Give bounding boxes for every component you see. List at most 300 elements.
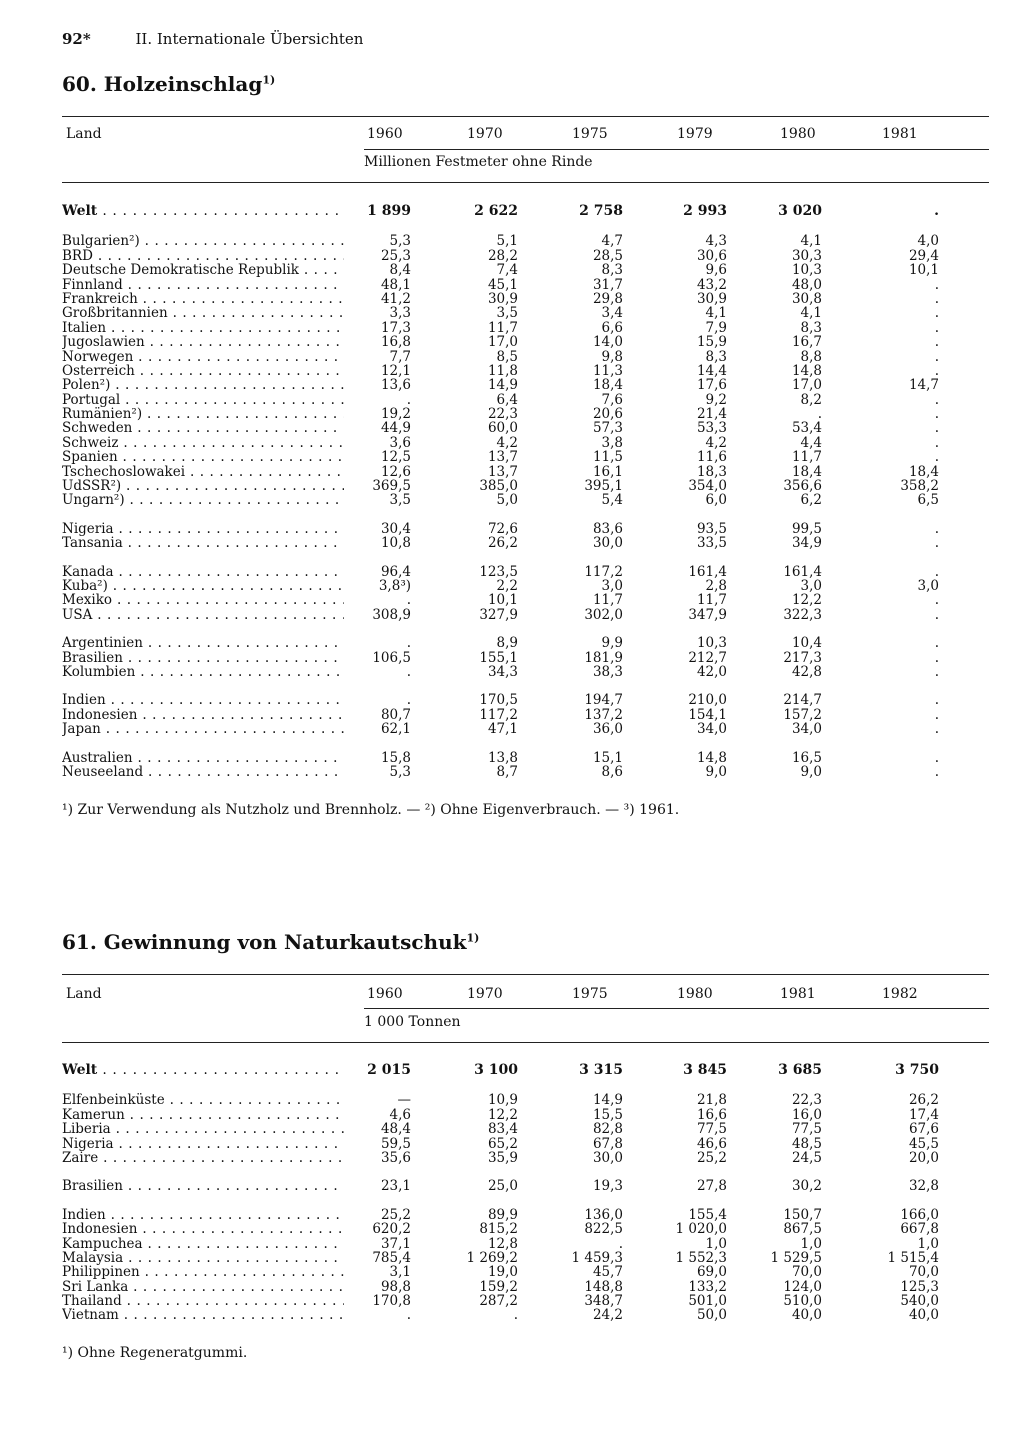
- table-row: [62, 1137, 989, 1151]
- table-cell: 89,9: [487, 1206, 518, 1223]
- country-name: Spanien . . .: [62, 450, 344, 464]
- table-60-title-text: Holzeinschlag: [103, 72, 263, 96]
- table-cell: 10,1: [487, 592, 518, 609]
- table-cell: 8,3: [601, 262, 623, 279]
- table-cell: 137,2: [584, 706, 623, 723]
- table-cell: 37,1: [380, 1235, 411, 1252]
- table-cell: 83,4: [487, 1121, 518, 1138]
- country-name: Polen²) . . .: [62, 378, 344, 392]
- table-61-title: [62, 930, 989, 954]
- country-name: Ungarn²) . . .: [62, 493, 344, 507]
- table-cell: 30,3: [791, 247, 822, 264]
- table-cell: 7,4: [496, 262, 518, 279]
- table-cell: 322,3: [783, 606, 822, 623]
- table-cell: 30,8: [791, 290, 822, 307]
- table-cell: 4,1: [800, 233, 822, 250]
- table-cell: 4,2: [496, 434, 518, 451]
- country-name: Portugal . . .: [62, 393, 344, 407]
- table-cell: 12,6: [380, 463, 411, 480]
- table-cell: 4,7: [601, 233, 623, 250]
- table-61-section: [62, 930, 989, 1370]
- table-cell: 12,2: [791, 592, 822, 609]
- table-cell: 77,5: [791, 1121, 822, 1138]
- table-cell: 35,9: [487, 1149, 518, 1166]
- country-name: Liberia . . .: [62, 1122, 344, 1136]
- table-cell: 136,0: [584, 1206, 623, 1223]
- table-cell: 3,8: [601, 434, 623, 451]
- table-cell: 3,3: [389, 305, 411, 322]
- table-cell: 65,2: [487, 1135, 518, 1152]
- table-cell: 11,7: [696, 592, 727, 609]
- table-cell: 16,6: [696, 1106, 727, 1123]
- table-cell: 60,0: [487, 420, 518, 437]
- table-row: [62, 1222, 989, 1236]
- table-cell: 16,0: [791, 1106, 822, 1123]
- table-cell: 620,2: [372, 1221, 411, 1238]
- country-name: Italien . . .: [62, 321, 344, 335]
- country-name: Kolumbien . . .: [62, 665, 344, 679]
- table-cell: 28,2: [487, 247, 518, 264]
- table-60-unit-rule: [364, 149, 989, 150]
- table-cell: 5,1: [496, 233, 518, 250]
- table-cell: 25,2: [380, 1206, 411, 1223]
- table-row: [62, 593, 989, 607]
- table-cell: .: [934, 319, 939, 336]
- table-61-header-rule: [62, 1042, 989, 1043]
- table-cell: 123,5: [479, 563, 518, 580]
- table-cell: 70,0: [791, 1264, 822, 1281]
- table-cell: 17,3: [380, 319, 411, 336]
- table-cell: 6,2: [800, 492, 822, 509]
- table-cell: .: [934, 649, 939, 666]
- table-cell: 11,6: [696, 449, 727, 466]
- table-row: [62, 1208, 989, 1222]
- table-61-land-header: Land: [66, 986, 102, 1002]
- table-row: [62, 1108, 989, 1122]
- table-cell: 13,7: [487, 449, 518, 466]
- table-cell: 50,0: [696, 1307, 727, 1324]
- table-row: [62, 493, 989, 507]
- table-cell: .: [934, 635, 939, 652]
- table-cell: 48,1: [380, 276, 411, 293]
- year-header: 1980: [677, 986, 713, 1002]
- table-cell: 5,3: [389, 233, 411, 250]
- table-cell: 7,7: [389, 348, 411, 365]
- country-name: Norwegen . . .: [62, 350, 344, 364]
- table-cell: 9,9: [601, 635, 623, 652]
- table-cell: 4,3: [705, 233, 727, 250]
- table-row: [62, 393, 989, 407]
- table-cell: 867,5: [783, 1221, 822, 1238]
- table-cell: 8,8: [800, 348, 822, 365]
- table-cell: .: [934, 290, 939, 307]
- table-cell: 10,8: [380, 535, 411, 552]
- table-cell: 287,2: [479, 1293, 518, 1310]
- table-cell: 8,5: [496, 348, 518, 365]
- table-cell: 21,8: [696, 1092, 727, 1109]
- table-61-title-footnote-mark: 1): [466, 931, 480, 945]
- table-cell: 20,6: [592, 406, 623, 423]
- table-cell: 4,1: [800, 305, 822, 322]
- table-row: [62, 708, 989, 722]
- table-cell: .: [406, 1307, 411, 1324]
- table-row: [62, 651, 989, 665]
- table-cell: 29,4: [908, 247, 939, 264]
- table-cell: 8,3: [705, 348, 727, 365]
- table-cell: .: [934, 276, 939, 293]
- table-row: [62, 536, 989, 550]
- table-cell: 5,4: [601, 492, 623, 509]
- table-cell: 29,8: [592, 290, 623, 307]
- table-cell: 11,7: [487, 319, 518, 336]
- table-cell: 42,0: [696, 663, 727, 680]
- table-cell: 48,0: [791, 276, 822, 293]
- country-name: Welt . . .: [62, 204, 344, 218]
- table-cell: 785,4: [372, 1249, 411, 1266]
- table-cell: 40,0: [791, 1307, 822, 1324]
- table-cell: 3,1: [389, 1264, 411, 1281]
- table-cell: 3,5: [389, 492, 411, 509]
- table-cell: 166,0: [900, 1206, 939, 1223]
- table-cell: 19,2: [380, 406, 411, 423]
- table-cell: 3,6: [389, 434, 411, 451]
- table-cell: 22,3: [487, 406, 518, 423]
- table-cell: 1,0: [705, 1235, 727, 1252]
- country-name: Indonesien . . .: [62, 708, 344, 722]
- country-name: Rumänien²) . . .: [62, 407, 344, 421]
- country-name: Nigeria . . .: [62, 1137, 344, 1151]
- world-total-row: [62, 1063, 989, 1077]
- country-name: Indien . . .: [62, 693, 344, 707]
- table-cell: 53,4: [791, 420, 822, 437]
- table-cell: 93,5: [696, 520, 727, 537]
- table-cell: 41,2: [380, 290, 411, 307]
- country-name: Bulgarien²) . . .: [62, 234, 344, 248]
- country-name: Österreich . . .: [62, 364, 344, 378]
- table-cell: 133,2: [688, 1278, 727, 1295]
- table-cell: 98,8: [380, 1278, 411, 1295]
- table-60-top-rule: [62, 116, 989, 117]
- table-row: [62, 565, 989, 579]
- table-row: [62, 722, 989, 736]
- country-name: Sri Lanka . . .: [62, 1280, 344, 1294]
- table-cell: 48,5: [791, 1135, 822, 1152]
- table-cell: 348,7: [584, 1293, 623, 1310]
- table-cell: 8,9: [496, 635, 518, 652]
- table-cell: 1,0: [800, 1235, 822, 1252]
- year-header: 1981: [780, 986, 816, 1002]
- table-cell: 14,0: [592, 334, 623, 351]
- table-cell: 99,5: [791, 520, 822, 537]
- table-cell: 1 515,4: [887, 1249, 939, 1266]
- table-cell: 2 758: [579, 203, 623, 219]
- table-cell: 3,8³): [378, 577, 411, 594]
- table-cell: 96,4: [380, 563, 411, 580]
- table-row: [62, 765, 989, 779]
- table-cell: 18,4: [908, 463, 939, 480]
- table-cell: .: [934, 391, 939, 408]
- table-cell: 15,9: [696, 334, 727, 351]
- table-row: [62, 278, 989, 292]
- table-cell: 10,3: [696, 635, 727, 652]
- table-cell: 150,7: [783, 1206, 822, 1223]
- table-row: [62, 249, 989, 263]
- table-cell: 12,5: [380, 449, 411, 466]
- table-cell: 354,0: [688, 478, 727, 495]
- table-cell: 17,4: [908, 1106, 939, 1123]
- table-row: [62, 751, 989, 765]
- table-cell: 30,6: [696, 247, 727, 264]
- table-row: [62, 1093, 989, 1107]
- table-row: [62, 1294, 989, 1308]
- table-cell: 8,4: [389, 262, 411, 279]
- table-cell: .: [934, 763, 939, 780]
- table-60-unit: Millionen Festmeter ohne Rinde: [364, 154, 593, 170]
- table-cell: .: [934, 592, 939, 609]
- table-cell: 1 552,3: [675, 1249, 727, 1266]
- table-cell: 161,4: [783, 563, 822, 580]
- table-cell: 1 899: [367, 203, 411, 219]
- table-cell: 26,2: [487, 535, 518, 552]
- table-cell: 5,0: [496, 492, 518, 509]
- table-cell: 8,3: [800, 319, 822, 336]
- table-cell: 9,0: [800, 763, 822, 780]
- table-row: [62, 335, 989, 349]
- table-cell: 8,2: [800, 391, 822, 408]
- table-cell: 24,5: [791, 1149, 822, 1166]
- page-header: [62, 30, 363, 48]
- year-header: 1970: [467, 126, 503, 142]
- table-cell: 67,6: [908, 1121, 939, 1138]
- table-cell: 7,6: [601, 391, 623, 408]
- table-cell: 18,3: [696, 463, 727, 480]
- year-header: 1960: [367, 126, 403, 142]
- table-cell: 27,8: [696, 1178, 727, 1195]
- table-cell: 327,9: [479, 606, 518, 623]
- table-cell: 4,0: [917, 233, 939, 250]
- table-cell: 210,0: [688, 692, 727, 709]
- table-cell: 44,9: [380, 420, 411, 437]
- table-cell: 8,6: [601, 763, 623, 780]
- table-cell: 154,1: [688, 706, 727, 723]
- table-cell: 1 269,2: [466, 1249, 518, 1266]
- table-cell: 12,2: [487, 1106, 518, 1123]
- country-name: Tschechoslowakei . . .: [62, 465, 344, 479]
- table-cell: 822,5: [584, 1221, 623, 1238]
- table-60-header-rule: [62, 182, 989, 183]
- table-cell: 35,6: [380, 1149, 411, 1166]
- table-row: [62, 465, 989, 479]
- table-row: [62, 306, 989, 320]
- table-row: [62, 1265, 989, 1279]
- year-header: 1970: [467, 986, 503, 1002]
- table-cell: 45,1: [487, 276, 518, 293]
- table-cell: 667,8: [900, 1221, 939, 1238]
- table-cell: 38,3: [592, 663, 623, 680]
- table-cell: 69,0: [696, 1264, 727, 1281]
- table-cell: 308,9: [372, 606, 411, 623]
- table-cell: 22,3: [791, 1092, 822, 1109]
- table-cell: 155,1: [479, 649, 518, 666]
- table-cell: 30,9: [487, 290, 518, 307]
- table-cell: .: [934, 535, 939, 552]
- table-cell: .: [934, 348, 939, 365]
- year-header: 1982: [882, 986, 918, 1002]
- table-cell: .: [406, 663, 411, 680]
- country-name: Schweden . . .: [62, 421, 344, 435]
- table-cell: 14,9: [592, 1092, 623, 1109]
- country-name: Australien . . .: [62, 751, 344, 765]
- table-row: [62, 1308, 989, 1322]
- year-header: 1981: [882, 126, 918, 142]
- table-cell: 510,0: [783, 1293, 822, 1310]
- table-cell: 14,8: [791, 362, 822, 379]
- table-cell: .: [934, 362, 939, 379]
- table-cell: 11,7: [791, 449, 822, 466]
- table-cell: 15,5: [592, 1106, 623, 1123]
- country-name: Frankreich . . .: [62, 292, 344, 306]
- table-cell: 9,6: [705, 262, 727, 279]
- table-cell: 1 529,5: [770, 1249, 822, 1266]
- year-header: 1980: [780, 126, 816, 142]
- table-cell: 34,3: [487, 663, 518, 680]
- table-cell: 3,4: [601, 305, 623, 322]
- table-cell: 20,0: [908, 1149, 939, 1166]
- table-61-top-rule: [62, 974, 989, 975]
- table-cell: 30,9: [696, 290, 727, 307]
- country-name: Japan . . .: [62, 722, 344, 736]
- country-name: Philippinen . . .: [62, 1265, 344, 1279]
- table-cell: 7,9: [705, 319, 727, 336]
- table-cell: 161,4: [688, 563, 727, 580]
- country-name: Indien . . .: [62, 1208, 344, 1222]
- table-cell: 42,8: [791, 663, 822, 680]
- table-cell: 59,5: [380, 1135, 411, 1152]
- world-total-row: [62, 204, 989, 218]
- table-cell: 30,4: [380, 520, 411, 537]
- table-cell: 47,1: [487, 721, 518, 738]
- table-cell: 212,7: [688, 649, 727, 666]
- table-cell: 1 459,3: [571, 1249, 623, 1266]
- table-cell: 3 685: [778, 1062, 822, 1078]
- table-row: [62, 407, 989, 421]
- page-number: 92*: [62, 30, 91, 48]
- table-cell: 5,3: [389, 763, 411, 780]
- table-cell: .: [934, 434, 939, 451]
- country-name: Mexiko . . .: [62, 593, 344, 607]
- table-cell: 18,4: [592, 377, 623, 394]
- table-cell: 53,3: [696, 420, 727, 437]
- table-cell: 106,5: [372, 649, 411, 666]
- table-cell: 1 020,0: [675, 1221, 727, 1238]
- country-name: Jugoslawien . . .: [62, 335, 344, 349]
- table-cell: 11,3: [592, 362, 623, 379]
- table-cell: 10,9: [487, 1092, 518, 1109]
- table-cell: 26,2: [908, 1092, 939, 1109]
- country-name: UdSSR²) . . .: [62, 479, 344, 493]
- table-cell: 45,5: [908, 1135, 939, 1152]
- table-row: [62, 350, 989, 364]
- table-60-rows: [62, 204, 989, 779]
- table-cell: 125,3: [900, 1278, 939, 1295]
- table-cell: 62,1: [380, 721, 411, 738]
- table-cell: .: [934, 520, 939, 537]
- table-cell: 148,8: [584, 1278, 623, 1295]
- table-60-number: 60.: [62, 72, 97, 96]
- table-row: [62, 1179, 989, 1193]
- table-cell: 25,2: [696, 1149, 727, 1166]
- table-61-footnote: ¹) Ohne Regeneratgummi.: [62, 1345, 248, 1361]
- table-cell: .: [934, 449, 939, 466]
- country-name: Großbritannien . . .: [62, 306, 344, 320]
- country-name: BRD . . .: [62, 249, 344, 263]
- table-cell: 2 993: [683, 203, 727, 219]
- table-cell: 12,1: [380, 362, 411, 379]
- table-cell: —: [397, 1092, 411, 1109]
- table-cell: .: [934, 606, 939, 623]
- table-row: [62, 1237, 989, 1251]
- table-cell: 48,4: [380, 1121, 411, 1138]
- table-row: [62, 450, 989, 464]
- table-cell: 395,1: [584, 478, 623, 495]
- country-name: Schweiz . . .: [62, 436, 344, 450]
- table-cell: 4,4: [800, 434, 822, 451]
- table-cell: 2 015: [367, 1062, 411, 1078]
- table-cell: .: [513, 1307, 518, 1324]
- table-row: [62, 292, 989, 306]
- table-61-rows: [62, 1063, 989, 1323]
- table-cell: 70,0: [908, 1264, 939, 1281]
- table-row: [62, 665, 989, 679]
- table-cell: 9,2: [705, 391, 727, 408]
- country-name: Brasilien . . .: [62, 651, 344, 665]
- table-61-title-text: Gewinnung von Naturkautschuk: [103, 930, 467, 954]
- table-cell: 16,8: [380, 334, 411, 351]
- table-cell: 34,0: [696, 721, 727, 738]
- table-cell: 10,4: [791, 635, 822, 652]
- table-row: [62, 1151, 989, 1165]
- country-name: Malaysia . . .: [62, 1251, 344, 1265]
- year-header: 1975: [572, 986, 608, 1002]
- table-cell: 217,3: [783, 649, 822, 666]
- table-cell: 43,2: [696, 276, 727, 293]
- country-name: Nigeria . . .: [62, 522, 344, 536]
- country-name: Kamerun . . .: [62, 1108, 344, 1122]
- table-cell: 17,0: [791, 377, 822, 394]
- table-row: [62, 1122, 989, 1136]
- chapter-title: II. Internationale Übersichten: [135, 30, 364, 48]
- country-name: Indonesien . . .: [62, 1222, 344, 1236]
- table-cell: 6,0: [705, 492, 727, 509]
- table-cell: .: [406, 635, 411, 652]
- table-cell: .: [934, 692, 939, 709]
- table-61-unit-rule: [364, 1008, 989, 1009]
- table-row: [62, 693, 989, 707]
- table-cell: .: [934, 334, 939, 351]
- table-cell: 347,9: [688, 606, 727, 623]
- table-cell: 80,7: [380, 706, 411, 723]
- country-name: Neuseeland . . .: [62, 765, 344, 779]
- country-name: Tansania . . .: [62, 536, 344, 550]
- table-cell: 17,6: [696, 377, 727, 394]
- table-cell: 82,8: [592, 1121, 623, 1138]
- country-name: Kanada . . .: [62, 565, 344, 579]
- table-cell: 815,2: [479, 1221, 518, 1238]
- table-cell: 33,5: [696, 535, 727, 552]
- table-cell: 11,7: [592, 592, 623, 609]
- table-cell: .: [934, 721, 939, 738]
- table-cell: 501,0: [688, 1293, 727, 1310]
